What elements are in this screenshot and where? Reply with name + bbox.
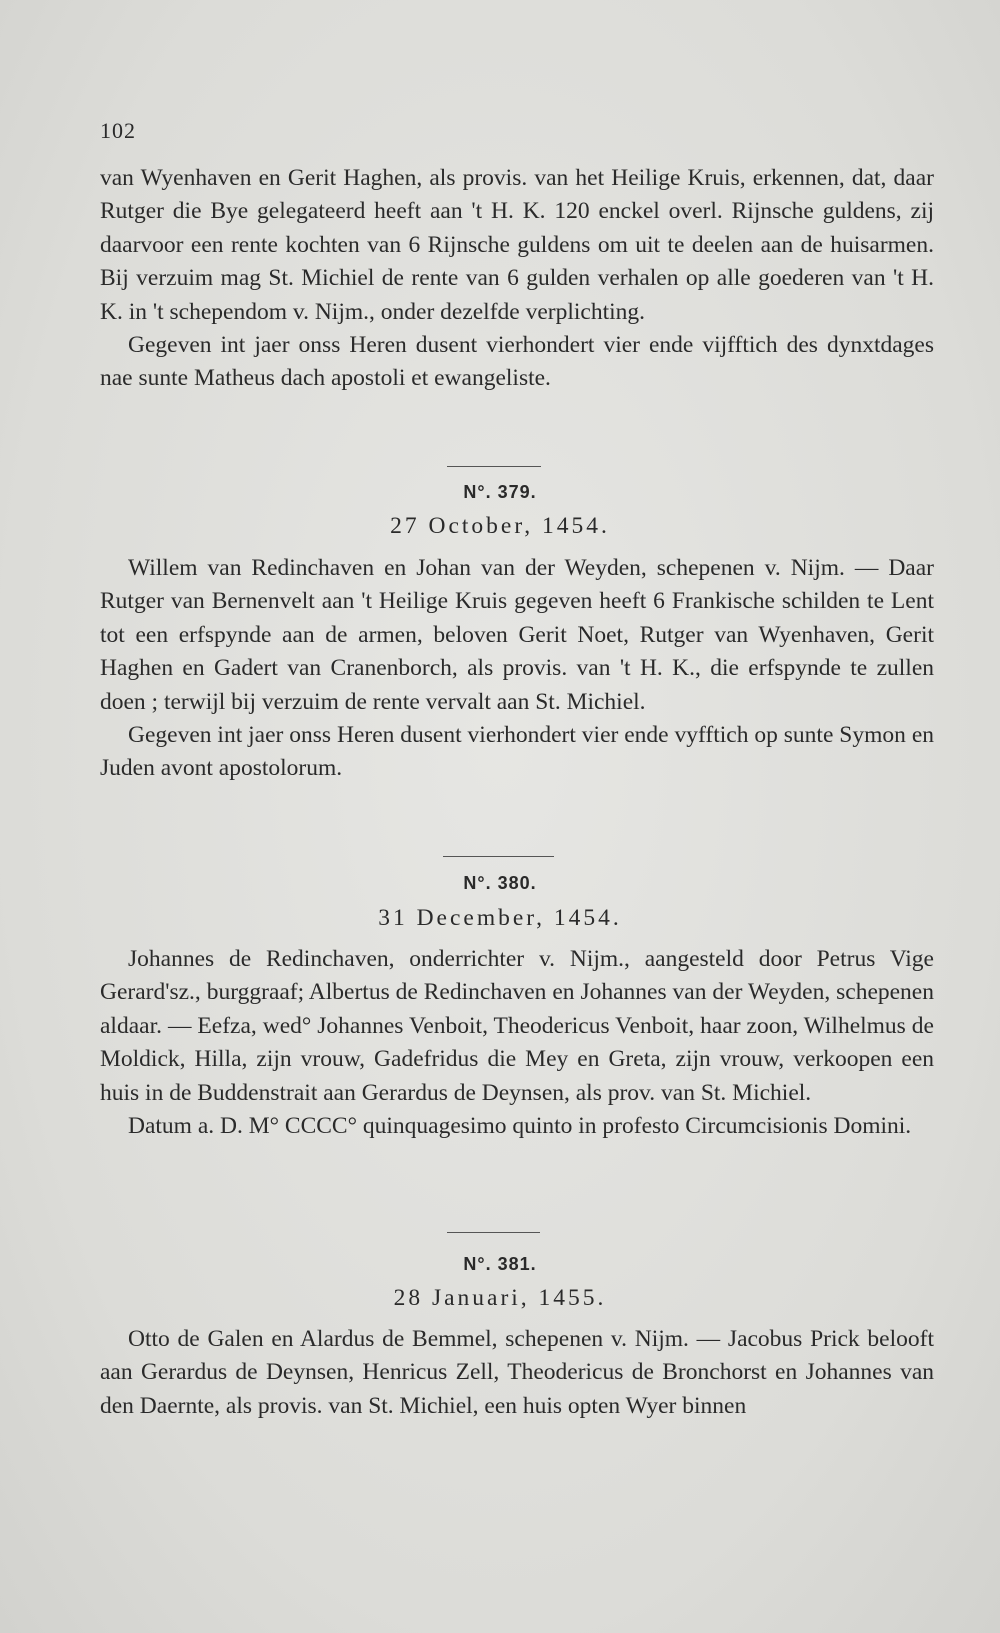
entry-number-380: N°. 380. [463,873,537,893]
entry-380-text: Johannes de Redinchaven, onderrichter v. Nijm., aangesteld door Petrus Vige Gerard'sz., burggraaf; Albertus de Redinchaven en Johannes van der Weyden, schepenen aldaar. — Eefza, wed° Johannes Venboit, Theodericus Venboit, haar zoon, Wilhelmus de Moldick, Hilla, zijn vrouw, Gadefridus die Mey en Greta, zijn vrouw, verkoopen een huis in de Buddenstrait aan Gerardus de Deynsen, als prov. van St. Michiel. [100,946,934,1106]
entry-380-closing: Datum a. D. M° CCCC° quinquagesimo quinto in profesto Circumcisionis Domini. [128,1113,912,1140]
entry-379-text: Willem van Redinchaven en Johan van der Weyden, schepenen v. Nijm. — Daar Rutger van Bernenvelt aan 't Heilige Kruis gegeven heeft 6 Frankische schilden te Lent tot een erfspynde aan de armen, beloven Gerit Noet, Rutger van Wyenhaven, Gerit Haghen en Gadert van Cranenborch, als provis. van 't H. K., die erfspynde te zullen doen ; terwijl bij verzuim de rente vervalt aan St. Michiel. [100,555,934,715]
entry-date-379: 27 October, 1454. [390,513,610,539]
entry-number-381: N°. 381. [463,1254,537,1274]
entry-date-380: 31 December, 1454. [378,905,622,931]
entry-381-text: Otto de Galen en Alardus de Bemmel, schepenen v. Nijm. — Jacobus Prick belooft aan Gerardus de Deynsen, Henricus Zell, Theodericus de Bronchorst en Johannes van den Daernte, als provis. van St. Michiel, een huis opten Wyer binnen [100,1326,934,1419]
entry-381 [100,1323,934,1423]
entry-380 [100,943,934,1143]
section-divider [443,856,554,857]
continued-entry-closing: Gegeven int jaer onss Heren dusent vierhondert vier ende vijfftich des dynxtdages nae sunte Matheus dach apostoli et ewangeliste. [100,332,934,392]
section-divider [447,1232,540,1233]
page-number: 102 [100,118,136,143]
entry-379 [100,552,934,786]
entry-number-379: N°. 379. [463,482,537,502]
continued-entry [100,162,934,396]
entry-379-closing: Gegeven int jaer onss Heren dusent vierhondert vier ende vyfftich op sunte Symon en Juden avont apostolorum. [100,722,934,782]
section-divider [447,466,541,467]
continued-entry-text: van Wyenhaven en Gerit Haghen, als provis. van het Heilige Kruis, erkennen, dat, daar Rutger die Bye gelegateerd heeft aan 't H. K. 120 enckel overl. Rijnsche guldens, zij daarvoor een rente kochten van 6 Rijnsche guldens om uit te deelen aan de huisarmen. Bij verzuim mag St. Michiel de rente van 6 gulden verhalen op alle goederen van 't H. K. in 't schependom v. Nijm., onder dezelfde verplichting. [100,165,934,325]
entry-date-381: 28 Januari, 1455. [393,1285,607,1311]
